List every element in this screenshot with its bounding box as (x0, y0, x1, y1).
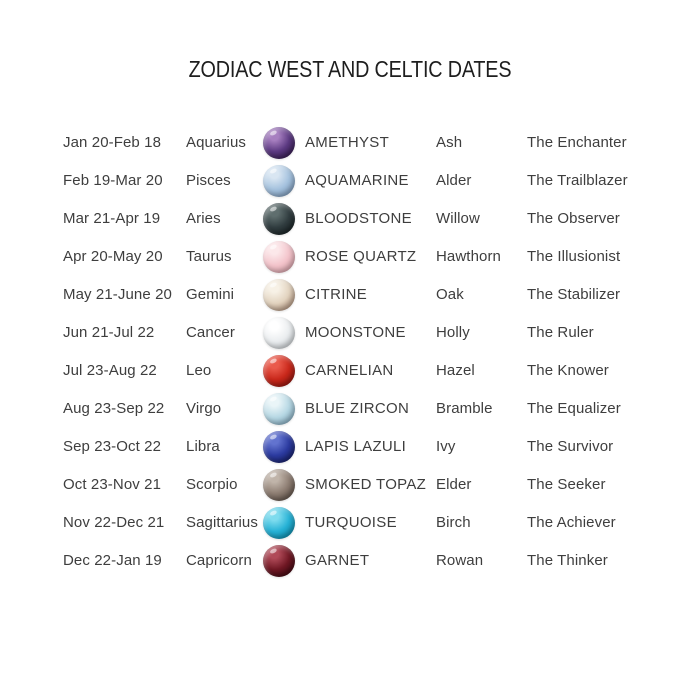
date-range: Jan 20-Feb 18 (63, 134, 162, 151)
celtic-archetype: The Ruler (527, 324, 594, 341)
celtic-archetype: The Equalizer (527, 400, 621, 417)
gemstone-icon (263, 393, 295, 425)
gemstone-icon (263, 165, 295, 197)
zodiac-sign: Leo (186, 362, 212, 379)
zodiac-sign: Sagittarius (186, 514, 258, 531)
celtic-tree: Willow (436, 210, 480, 227)
gemstone-name: AQUAMARINE (305, 172, 409, 189)
gemstone-name: CARNELIAN (305, 362, 394, 379)
zodiac-sign: Taurus (186, 248, 232, 265)
gemstone-icon (263, 203, 295, 235)
celtic-tree: Ivy (436, 438, 456, 455)
gemstone-name: TURQUOISE (305, 514, 397, 531)
zodiac-sign: Pisces (186, 172, 231, 189)
date-range: Jun 21-Jul 22 (63, 324, 155, 341)
gemstone-name: LAPIS LAZULI (305, 438, 407, 455)
table-row (0, 504, 700, 542)
table-row (0, 466, 700, 504)
celtic-tree: Hazel (436, 362, 475, 379)
gemstone-name: BLUE ZIRCON (305, 400, 410, 417)
date-range: Sep 23-Oct 22 (63, 438, 162, 455)
gemstone-name: MOONSTONE (305, 324, 406, 341)
zodiac-sign: Virgo (186, 400, 222, 417)
celtic-archetype: The Survivor (527, 438, 614, 455)
gemstone-icon (263, 241, 295, 273)
celtic-tree: Elder (436, 476, 472, 493)
gemstone-icon (263, 545, 295, 577)
celtic-tree: Oak (436, 286, 464, 303)
gemstone-icon (263, 127, 295, 159)
celtic-archetype: The Thinker (527, 552, 608, 569)
table-row (0, 428, 700, 466)
celtic-tree: Birch (436, 514, 471, 531)
celtic-archetype: The Knower (527, 362, 609, 379)
gemstone-name: SMOKED TOPAZ (305, 476, 427, 493)
celtic-archetype: The Enchanter (527, 134, 627, 151)
table-row (0, 162, 700, 200)
zodiac-sign: Scorpio (186, 476, 238, 493)
date-range: Nov 22-Dec 21 (63, 514, 165, 531)
celtic-archetype: The Illusionist (527, 248, 621, 265)
table-row (0, 314, 700, 352)
celtic-archetype: The Trailblazer (527, 172, 628, 189)
gemstone-name: BLOODSTONE (305, 210, 412, 227)
date-range: Apr 20-May 20 (63, 248, 163, 265)
celtic-tree: Bramble (436, 400, 493, 417)
table-row (0, 238, 700, 276)
celtic-archetype: The Observer (527, 210, 620, 227)
date-range: May 21-June 20 (63, 286, 172, 303)
gemstone-name: GARNET (305, 552, 370, 569)
celtic-tree: Holly (436, 324, 470, 341)
celtic-tree: Alder (436, 172, 472, 189)
gemstone-icon (263, 279, 295, 311)
zodiac-sign: Capricorn (186, 552, 252, 569)
zodiac-sign: Libra (186, 438, 220, 455)
table-row (0, 124, 700, 162)
date-range: Oct 23-Nov 21 (63, 476, 162, 493)
zodiac-table (0, 124, 700, 580)
celtic-tree: Ash (436, 134, 463, 151)
date-range: Mar 21-Apr 19 (63, 210, 161, 227)
gemstone-name: CITRINE (305, 286, 368, 303)
celtic-tree: Hawthorn (436, 248, 501, 265)
zodiac-sign: Gemini (186, 286, 235, 303)
zodiac-sign: Cancer (186, 324, 235, 341)
celtic-archetype: The Stabilizer (527, 286, 621, 303)
table-row (0, 276, 700, 314)
date-range: Aug 23-Sep 22 (63, 400, 165, 417)
table-row (0, 200, 700, 238)
gemstone-icon (263, 507, 295, 539)
zodiac-sign: Aquarius (186, 134, 247, 151)
table-row (0, 542, 700, 580)
gemstone-icon (263, 469, 295, 501)
zodiac-sign: Aries (186, 210, 221, 227)
gemstone-icon (263, 355, 295, 387)
gemstone-icon (263, 317, 295, 349)
celtic-tree: Rowan (436, 552, 484, 569)
page-title: ZODIAC WEST AND CELTIC DATES (188, 56, 512, 82)
celtic-archetype: The Seeker (527, 476, 606, 493)
gemstone-name: AMETHYST (305, 134, 390, 151)
gemstone-icon (263, 431, 295, 463)
gemstone-name: ROSE QUARTZ (305, 248, 417, 265)
date-range: Feb 19-Mar 20 (63, 172, 163, 189)
table-row (0, 352, 700, 390)
celtic-archetype: The Achiever (527, 514, 616, 531)
table-row (0, 390, 700, 428)
date-range: Dec 22-Jan 19 (63, 552, 162, 569)
date-range: Jul 23-Aug 22 (63, 362, 157, 379)
